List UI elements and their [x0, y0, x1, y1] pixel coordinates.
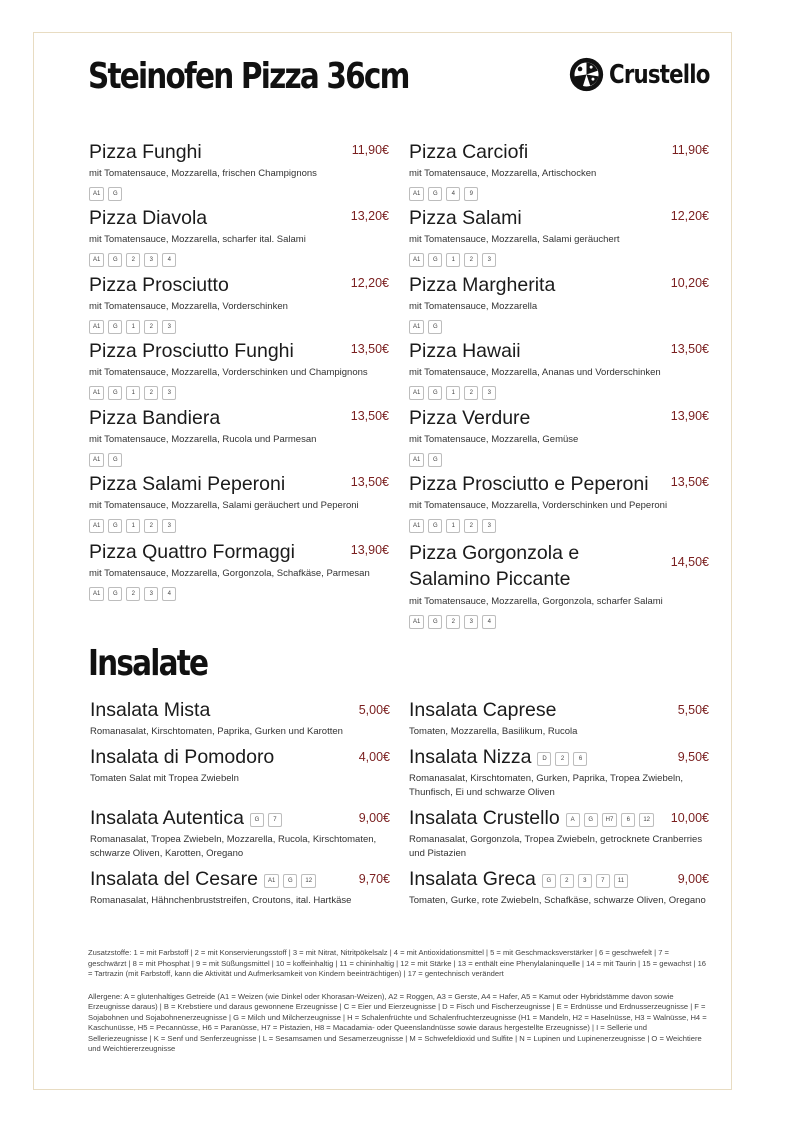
- salad-name-text: Insalata Autentica: [90, 807, 244, 829]
- allergen-tag: 4: [482, 615, 496, 629]
- pizza-item: [409, 339, 709, 400]
- allergen-tag: 4: [162, 587, 176, 601]
- pizza-description: mit Tomatensauce, Mozzarella, Salami geräuchert und Peperoni: [89, 500, 359, 511]
- pizza-name: [89, 140, 389, 164]
- pizza-name-text: Pizza Prosciutto: [89, 274, 229, 296]
- pizza-name-text: Pizza Quattro Formaggi: [89, 541, 295, 563]
- pizza-name-text: Pizza Salami: [409, 207, 522, 229]
- salad-name-text: Insalata Crustello: [409, 807, 560, 829]
- salad-price: 5,50€: [677, 703, 709, 717]
- salad-description: Romanasalat, Kirschtomaten, Gurken, Paprika, Tropea Zwiebeln, Thunfisch, Ei und schwarze Oliven: [409, 773, 684, 798]
- allergen-tag: A1: [409, 253, 424, 267]
- allergen-tag: A1: [89, 253, 104, 267]
- allergens-note: Allergene: A = glutenhaltiges Getreide (A1 = Weizen (wie Dinkel oder Khorasan-Weizen), A2 = Roggen, A3 = Gerste, A4 = Hafer, A5 = Kamut oder Hybridstämme davon sowie Erzeugnisse daraus) | B = Krebstiere und daraus gewonnene Erzeugnisse | C = Eier und Eierzeugnisse | D = Fisch und Fischerzeugnisse | E = Erdnüsse und Erdnusserzeugnisse | F = Sojabohnen und Sojabohnenerzeugnisse | G = Milch und Milcherzeugnisse | H = Schalenfrüchte und Schalenfruchterzeugnisse (H1 = Mandeln, H2 = Haselnüsse, H3 = Walnüsse, H4 = Kaschunüsse, H5 = Pecannüsse, H6 = Paranüsse, H7 = Pistazien, H8 = Macadamia- oder Queenslandnüsse sowie daraus hergestellte Erzeugnisse) | I = Sellerie und Selleriezeugnisse | K = Senf und Senferzeugnisse | L = Sesamsamen und Sesamerzeugnisse | M = Schwefeldioxid und Sulfite | N = Lupinen und Lupinenerzeugnisse | O = Weichtiere und Weichtiererzeugnisse: [88, 991, 707, 1053]
- salad-name-text: Insalata di Pomodoro: [90, 746, 275, 768]
- pizza-name: [409, 140, 709, 164]
- allergen-tag: G: [428, 187, 442, 201]
- pizza-price: 13,50€: [350, 342, 389, 356]
- allergen-tag: A1: [89, 453, 104, 467]
- allergen-tags: [89, 253, 389, 267]
- allergen-tag: 7: [596, 874, 610, 888]
- allergen-tags: [89, 587, 389, 601]
- allergen-tag: G: [428, 386, 442, 400]
- pizza-price: 12,20€: [350, 276, 389, 290]
- allergen-tags: [409, 253, 709, 267]
- salad-name-text: Insalata Greca: [409, 868, 536, 890]
- allergen-tags: [409, 386, 709, 400]
- allergen-tag: D: [537, 752, 551, 766]
- allergen-tag: 1: [446, 253, 460, 267]
- allergen-tags: [250, 813, 282, 827]
- allergen-tag: A1: [89, 386, 104, 400]
- salad-description: Romanasalat, Kirschtomaten, Paprika, Gurken und Karotten: [90, 726, 343, 737]
- allergen-tag: 1: [446, 519, 460, 533]
- pizza-price: 11,90€: [671, 143, 709, 157]
- allergen-tag: 2: [144, 320, 158, 334]
- allergen-tag: 2: [446, 615, 460, 629]
- allergen-tags: [409, 187, 709, 201]
- allergen-tags: [89, 519, 389, 533]
- pizza-name-text: Pizza Carciofi: [409, 141, 529, 163]
- allergen-tag: 11: [614, 874, 628, 888]
- allergen-tag: A1: [409, 386, 424, 400]
- allergen-tags: [89, 320, 389, 334]
- salad-item: [409, 698, 709, 739]
- allergen-tag: 3: [482, 519, 496, 533]
- pizza-description: mit Tomatensauce, Mozzarella: [409, 301, 538, 312]
- pizza-name-text: Pizza Salami Peperoni: [89, 473, 286, 495]
- pizza-description: mit Tomatensauce, Mozzarella, Vorderschinken: [89, 301, 288, 312]
- allergen-tags: [542, 874, 628, 888]
- salad-item: [90, 867, 390, 908]
- pizza-name: [89, 206, 389, 230]
- allergen-tag: 12: [301, 874, 316, 888]
- salad-description: Tomaten, Gurke, rote Zwiebeln, Schafkäse, schwarze Oliven, Oregano: [409, 895, 706, 906]
- allergen-tags: [409, 519, 709, 533]
- allergen-tag: G: [108, 453, 122, 467]
- allergen-tag: A: [566, 813, 580, 827]
- allergen-tag: G: [428, 615, 442, 629]
- brand-name: Crustello: [609, 59, 710, 90]
- pizza-name: [409, 273, 709, 297]
- pizza-name-text: Pizza Bandiera: [89, 407, 221, 429]
- allergen-tag: A1: [409, 615, 424, 629]
- allergen-tag: 3: [162, 386, 176, 400]
- pizza-description: mit Tomatensauce, Mozzarella, scharfer ital. Salami: [89, 234, 306, 245]
- pizza-name-text: Pizza Diavola: [89, 207, 208, 229]
- salad-name: [90, 867, 390, 891]
- salad-name: [409, 745, 709, 769]
- allergen-tag: 1: [126, 519, 140, 533]
- allergen-tags: [89, 453, 389, 467]
- pizza-price: 13,90€: [350, 543, 389, 557]
- allergen-tag: G: [283, 874, 297, 888]
- allergen-tag: 2: [126, 587, 140, 601]
- salad-description: Tomaten Salat mit Tropea Zwiebeln: [90, 773, 239, 784]
- pizza-description: mit Tomatensauce, Mozzarella, Gorgonzola, Schafkäse, Parmesan: [89, 568, 370, 579]
- pizza-name-text: Pizza Prosciutto Funghi: [89, 340, 294, 362]
- salad-item: [409, 745, 709, 800]
- salad-name: [409, 698, 709, 722]
- allergen-tag: A1: [89, 587, 104, 601]
- salad-description: Romanasalat, Hähnchenbruststreifen, Croutons, ital. Hartkäse: [90, 895, 352, 906]
- allergen-tag: 2: [126, 253, 140, 267]
- pizza-name: [409, 540, 659, 592]
- allergen-tag: A1: [409, 453, 424, 467]
- allergen-tag: 3: [578, 874, 592, 888]
- allergen-tag: G: [584, 813, 598, 827]
- allergen-tag: 9: [464, 187, 478, 201]
- pizza-description: mit Tomatensauce, Mozzarella, Gemüse: [409, 434, 579, 445]
- pizza-price: 10,20€: [670, 276, 709, 290]
- allergen-tag: G: [108, 519, 122, 533]
- allergen-tag: 12: [639, 813, 654, 827]
- salad-price: 5,00€: [358, 703, 390, 717]
- allergen-tag: A1: [89, 320, 104, 334]
- allergen-tag: G: [250, 813, 264, 827]
- allergen-tag: 1: [126, 386, 140, 400]
- allergen-tag: 4: [162, 253, 176, 267]
- pizza-item: [89, 540, 389, 601]
- allergen-tag: 2: [464, 386, 478, 400]
- pizza-item: [409, 140, 709, 201]
- allergen-tags: [409, 320, 709, 334]
- pizza-description: mit Tomatensauce, Mozzarella, frischen Champignons: [89, 168, 317, 179]
- pizza-item: [89, 140, 389, 201]
- salad-name-text: Insalata del Cesare: [90, 868, 259, 890]
- allergen-tag: 6: [621, 813, 635, 827]
- allergen-tag: 1: [126, 320, 140, 334]
- allergen-tag: 2: [144, 386, 158, 400]
- salad-name: [90, 698, 390, 722]
- allergen-tag: 2: [464, 253, 478, 267]
- pizza-name-text: Pizza Hawaii: [409, 340, 521, 362]
- allergen-tag: A1: [89, 519, 104, 533]
- pizza-description: mit Tomatensauce, Mozzarella, Artischocken: [409, 168, 597, 179]
- pizza-item: [89, 206, 389, 267]
- allergen-tag: 7: [268, 813, 282, 827]
- allergen-tags: [264, 874, 316, 888]
- pizza-item: [89, 406, 389, 467]
- allergen-tag: 1: [446, 386, 460, 400]
- allergen-tag: A1: [409, 519, 424, 533]
- salad-description: Romanasalat, Gorgonzola, Tropea Zwiebeln, getrocknete Cranberries und Pistazien: [409, 834, 703, 859]
- allergen-tag: G: [428, 320, 442, 334]
- allergen-tags: [537, 752, 587, 766]
- pizza-name: [89, 339, 389, 363]
- pizza-name-text: Pizza Gorgonzola e Salamino Piccante: [409, 542, 580, 590]
- pizza-description: mit Tomatensauce, Mozzarella, Vorderschinken und Peperoni: [409, 500, 668, 511]
- allergen-tag: A1: [89, 187, 104, 201]
- pizza-item: [409, 206, 709, 267]
- pizza-name-text: Pizza Margherita: [409, 274, 556, 296]
- salad-price: 4,00€: [358, 750, 390, 764]
- allergen-tag: 4: [446, 187, 460, 201]
- allergen-tags: [89, 187, 389, 201]
- salad-name: [409, 867, 709, 891]
- allergen-tags: [409, 615, 709, 629]
- salad-name: [90, 745, 390, 769]
- pizza-name: [409, 339, 709, 363]
- allergen-tag: 3: [482, 386, 496, 400]
- allergen-tag: 2: [560, 874, 574, 888]
- salad-section-title: Insalate: [88, 643, 208, 684]
- pizza-price: 11,90€: [351, 143, 389, 157]
- pizza-price: 12,20€: [670, 209, 709, 223]
- allergen-tag: 3: [162, 519, 176, 533]
- salad-name-text: Insalata Nizza: [409, 746, 532, 768]
- pizza-price: 13,50€: [670, 342, 709, 356]
- pizza-name: [409, 406, 709, 430]
- pizza-name-text: Pizza Funghi: [89, 141, 202, 163]
- pizza-name-text: Pizza Prosciutto e Peperoni: [409, 473, 649, 495]
- pizza-price: 13,50€: [350, 475, 389, 489]
- allergen-tag: 2: [555, 752, 569, 766]
- pizza-description: mit Tomatensauce, Mozzarella, Ananas und Vorderschinken: [409, 367, 661, 378]
- salad-item: [90, 698, 390, 739]
- allergen-tag: A1: [264, 874, 279, 888]
- allergen-tag: 2: [144, 519, 158, 533]
- salad-price: 9,50€: [677, 750, 709, 764]
- pizza-item: [409, 472, 709, 533]
- allergen-tag: A1: [409, 320, 424, 334]
- allergen-tag: G: [108, 253, 122, 267]
- pizza-name-text: Pizza Verdure: [409, 407, 531, 429]
- allergen-tag: G: [108, 320, 122, 334]
- pizza-item: [89, 339, 389, 400]
- allergen-tag: G: [428, 253, 442, 267]
- allergen-tag: G: [108, 386, 122, 400]
- salad-name-text: Insalata Caprese: [409, 699, 557, 721]
- allergen-tag: 6: [573, 752, 587, 766]
- brand-logo: [568, 56, 732, 93]
- pizza-name: [89, 273, 389, 297]
- allergen-tag: G: [428, 453, 442, 467]
- pizza-item: [409, 406, 709, 467]
- allergen-tag: 3: [144, 253, 158, 267]
- salad-description: Tomaten, Mozzarella, Basilikum, Rucola: [409, 726, 578, 737]
- pizza-item: [409, 273, 709, 334]
- salad-price: 9,70€: [358, 872, 390, 886]
- pizza-item: [89, 472, 389, 533]
- salad-price: 10,00€: [670, 811, 709, 825]
- pizza-name: [409, 472, 709, 496]
- allergen-tag: H7: [602, 813, 618, 827]
- pizza-section-title: Steinofen Pizza 36cm: [88, 56, 409, 97]
- salad-item: [90, 745, 390, 786]
- allergen-tag: G: [542, 874, 556, 888]
- salad-name: [90, 806, 390, 830]
- salad-name: [409, 806, 709, 830]
- pizza-logo-icon: [568, 56, 605, 93]
- allergen-tag: 3: [162, 320, 176, 334]
- allergen-tag: 3: [464, 615, 478, 629]
- pizza-price: 13,20€: [350, 209, 389, 223]
- pizza-description: mit Tomatensauce, Mozzarella, Vorderschinken und Champignons: [89, 367, 368, 378]
- salad-price: 9,00€: [677, 872, 709, 886]
- allergen-tags: [566, 813, 654, 827]
- pizza-name: [89, 472, 389, 496]
- allergen-tag: 3: [482, 253, 496, 267]
- allergen-tags: [409, 453, 709, 467]
- pizza-description: mit Tomatensauce, Mozzarella, Salami geräuchert: [409, 234, 620, 245]
- pizza-description: mit Tomatensauce, Mozzarella, Gorgonzola, scharfer Salami: [409, 596, 663, 607]
- pizza-price: 13,90€: [670, 409, 709, 423]
- salad-item: [409, 867, 709, 908]
- allergen-tags: [89, 386, 389, 400]
- allergen-tag: A1: [409, 187, 424, 201]
- allergen-tag: G: [428, 519, 442, 533]
- salad-price: 9,00€: [358, 811, 390, 825]
- allergen-tag: 2: [464, 519, 478, 533]
- allergen-tag: G: [108, 187, 122, 201]
- salad-item: [409, 806, 709, 861]
- footnotes: [88, 948, 708, 1055]
- pizza-name: [89, 540, 389, 564]
- additives-note: Zusatzstoffe: 1 = mit Farbstoff | 2 = mit Konservierungsstoff | 3 = mit Nitrat, Nitritpökelsalz | 4 = mit Antioxidationsmittel | 5 = mit Geschmacksverstärker | 6 = geschwefelt | 7 = geschwärzt | 8 = mit Phosphat | 9 = mit Süßungsmittel | 10 = koffeinhaltig | 11 = chininhaltig | 12 = mit Stärke | 13 = enthält eine Phenylalaninquelle | 14 = mit Taurin | 15 = gewachst | 16 = Tartrazin (mit Farbstoff, kann die Aktivität und Aufmerksamkeit von Kindern beeinträchtigen) | 17 = gentechnisch verändert: [88, 948, 707, 978]
- pizza-item: [89, 273, 389, 334]
- pizza-price: 14,50€: [670, 555, 709, 569]
- allergen-tag: 3: [144, 587, 158, 601]
- salad-item: [90, 806, 390, 861]
- pizza-name: [89, 406, 389, 430]
- pizza-description: mit Tomatensauce, Mozzarella, Rucola und Parmesan: [89, 434, 317, 445]
- allergen-tag: G: [108, 587, 122, 601]
- salad-description: Romanasalat, Tropea Zwiebeln, Mozzarella, Rucola, Kirschtomaten, schwarze Oliven, Karotten, Oregano: [90, 834, 377, 859]
- pizza-price: 13,50€: [670, 475, 709, 489]
- pizza-item: [409, 540, 709, 629]
- salad-name-text: Insalata Mista: [90, 699, 211, 721]
- pizza-price: 13,50€: [350, 409, 389, 423]
- pizza-name: [409, 206, 709, 230]
